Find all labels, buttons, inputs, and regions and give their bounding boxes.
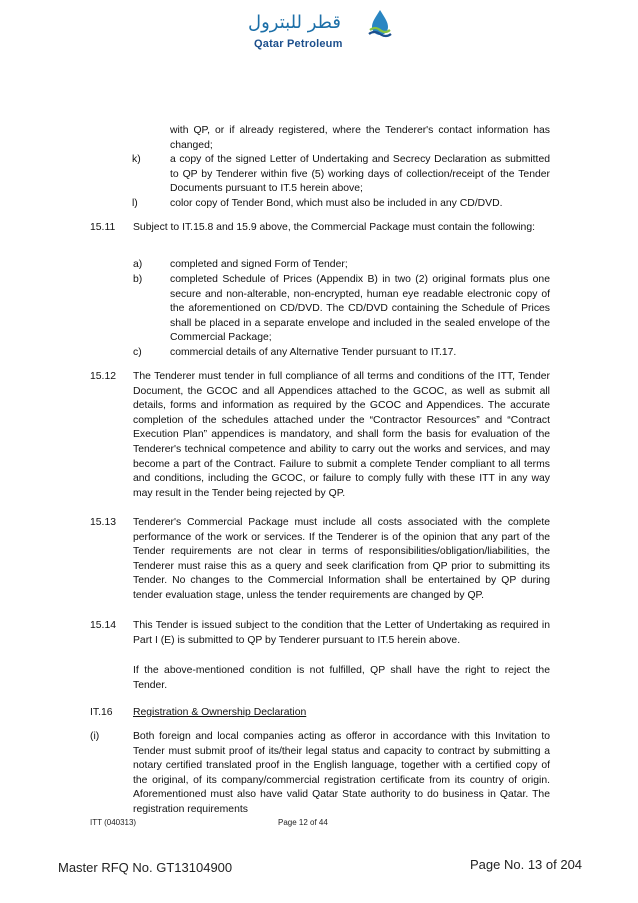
section-it16-title: Registration & Ownership Declaration: [133, 707, 307, 718]
logo-arabic-text: قطر للبترول: [248, 12, 342, 33]
item-k-text: a copy of the signed Letter of Undertaking and Secrecy Declaration as submitted to QP by Tenderer within five (5) working days of collection/receipt of the Tender Documents pursuant to IT.5 herein above;: [170, 154, 550, 195]
footer-master-rfq: Master RFQ No. GT13104900: [58, 860, 233, 875]
logo-english-text: Qatar Petroleum: [254, 38, 343, 50]
section-15-14-text-2: If the above-mentioned condition is not fulfilled, QP shall have the right to reject the Tender.: [133, 665, 550, 691]
section-15-11-b-marker: b): [133, 274, 143, 285]
section-15-11-text: Subject to IT.15.8 and 15.9 above, the Commercial Package must contain the following:: [133, 222, 536, 233]
footer-itt-reference: ITT (040313): [90, 818, 137, 827]
footer-page-number: Page No. 13 of 204: [470, 857, 583, 872]
item-k-marker: k): [132, 154, 141, 165]
section-15-12-text: The Tenderer must tender in full compliance of all terms and conditions of the ITT, Tender Document, the GCOC and all Appendices attached to the GCOC, as well as submit all details, forms and information as required by the GCOC and Appendices. The accurate completion of the schedules attached under the “Contractor Resources” and “Contract Execution Plan” appendices is mandatory, and shall form the basis for evaluation of the Tenderer's technical competence and ability to carry out the works and services, and may become a part of the Contract. Failure to submit a complete Tender compliant to all terms and conditions, including the GCOC, or failure to comply fully with these ITT in any way may result in the Tender being rejected by QP.: [133, 371, 550, 499]
item-j-continuation: with QP, or if already registered, where the Tenderer's contact information has changed;: [170, 125, 550, 151]
item-l-text: color copy of Tender Bond, which must also be included in any CD/DVD.: [170, 198, 503, 209]
section-it16-i-marker: (i): [90, 731, 100, 742]
section-15-11-a-text: completed and signed Form of Tender;: [170, 259, 348, 270]
section-it16-number: IT.16: [90, 707, 113, 718]
section-15-13-number: 15.13: [90, 517, 117, 528]
section-15-11-c-marker: c): [133, 347, 142, 358]
footer-inner-page-number: Page 12 of 44: [278, 818, 328, 827]
section-15-14-number: 15.14: [90, 620, 117, 631]
section-it16-i-text: Both foreign and local companies acting as offeror in accordance with this Invitation to Tender must submit proof of its/their legal status and capacity to contract by submitting a notary certified translated proof in the English language, together with a certified copy of the original, of its company/commercial registration certificate from its country of origin. Aforementioned must also have valid Qatar State authority to do business in Qatar. The registration requirements: [133, 731, 550, 815]
section-15-11-c-text: commercial details of any Alternative Tender pursuant to IT.17.: [170, 347, 457, 358]
section-15-14-text: This Tender is issued subject to the condition that the Letter of Undertaking as required in Part I (E) is submitted to QP by Tenderer pursuant to IT.5 herein above.: [133, 620, 550, 646]
section-15-11-number: 15.11: [90, 222, 116, 233]
section-15-13-text: Tenderer's Commercial Package must include all costs associated with the complete performance of the work or services. If the Tenderer is of the opinion that any part of the Tender requirements are not clear in terms of responsibilities/obligation/liabilities, the Tenderer must raise this as a query and seek clarification from QP prior to submitting its Tender. No changes to the Commercial Information shall be entertained by QP during tender evaluation stage, unless the tender requirements are changed by QP.: [133, 517, 550, 601]
section-15-11-a-marker: a): [133, 259, 143, 270]
section-15-12-number: 15.12: [90, 371, 117, 382]
item-l-marker: l): [132, 198, 138, 209]
section-15-11-b-text: completed Schedule of Prices (Appendix B) in two (2) original formats plus one secure and non-alterable, non-encrypted, human eye readable electronic copy of the aforementioned on CD/DVD. The CD/DVD containing the Schedule of Prices shall be placed in a separate envelope and included in the sealed envelope of the Commercial Package;: [170, 274, 550, 344]
